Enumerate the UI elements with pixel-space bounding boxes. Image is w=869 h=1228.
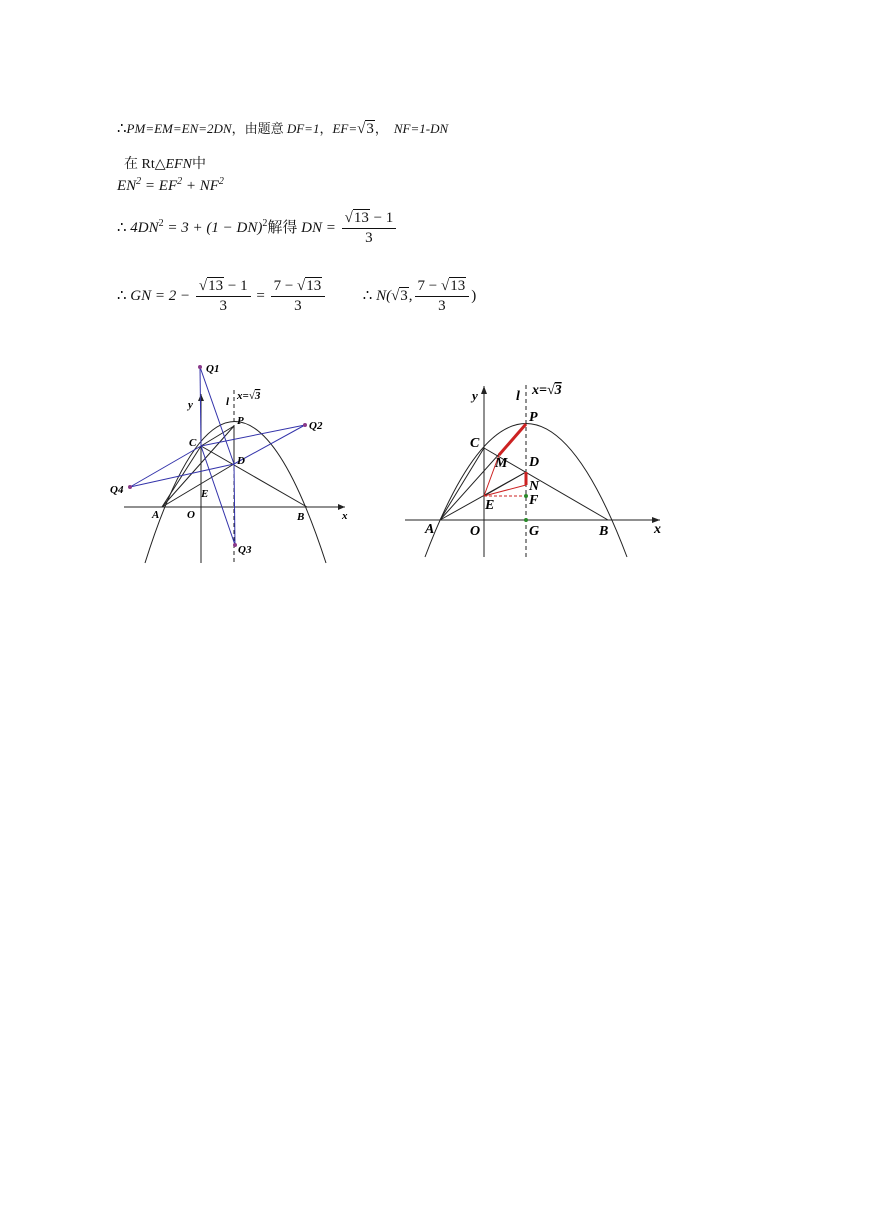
label-eq: x=√3 <box>237 390 261 402</box>
label-o: O <box>470 524 481 539</box>
therefore-symbol: ∴ <box>117 121 127 137</box>
solution-line-2 <box>124 153 206 173</box>
given-text: ，由题意 <box>231 121 287 136</box>
label-x: x <box>342 510 348 522</box>
label-n: N <box>529 479 540 494</box>
in-triangle-text: 在 Rt△ <box>124 157 166 172</box>
gn-fraction-1: $\frac{√13 - 1}{3}$ <box>196 278 251 315</box>
figure-2-diagram <box>400 375 670 565</box>
label-d: D <box>529 455 540 470</box>
y-axis-arrow <box>198 394 204 401</box>
label-y: y <box>188 399 193 411</box>
label-y: y <box>472 388 478 403</box>
label-a: A <box>152 509 160 521</box>
point-q3 <box>233 543 237 547</box>
label-d: D <box>237 455 245 467</box>
segment-c-q4 <box>130 446 201 487</box>
triangle-efn: EFN <box>165 157 192 172</box>
label-g: G <box>529 524 540 539</box>
separator: ， <box>319 121 333 136</box>
label-e: E <box>485 498 495 513</box>
separator: ， <box>374 121 388 136</box>
zhong-text: 中 <box>191 157 206 172</box>
label-a: A <box>425 522 435 537</box>
label-q1: Q1 <box>206 363 220 375</box>
label-o: O <box>187 509 195 521</box>
label-q3: Q3 <box>238 544 252 556</box>
label-p: P <box>529 410 538 425</box>
segment-a-d <box>162 464 234 507</box>
segment-q1-d <box>200 367 234 464</box>
point-q1 <box>198 365 202 369</box>
segment-c-q1 <box>200 367 201 446</box>
gn-and-n-result: ∴ GN = 2 − $\frac{√13 - 1}{3}$ = $\frac{7 - √13}{3}$ ∴ N(√3, $\frac{7 - √13}{3}$ ) <box>117 278 477 314</box>
solution-line-1 <box>117 118 448 138</box>
pythagoras-equation: $EN^2 = EF^2 + NF^2$ <box>117 176 224 194</box>
point-f <box>524 494 528 498</box>
label-l: l <box>226 396 230 408</box>
solve-dn-equation: ∴ $4DN^2 = 3 + (1 - DN)^2$解得 DN = $\frac{√13 - 1}{3}$ <box>117 210 398 247</box>
label-f: F <box>529 493 539 508</box>
y-axis-arrow <box>481 386 487 394</box>
nf-value: NF=1-DN <box>393 121 449 136</box>
n-fraction: $\frac{7 - √13}{3}$ <box>415 278 470 315</box>
figure-1-diagram <box>105 358 360 568</box>
ef-label: EF= <box>332 121 358 136</box>
sqrt-3: √3 <box>357 121 374 137</box>
label-c: C <box>189 437 197 449</box>
parabola <box>145 422 326 564</box>
dn-fraction: $\frac{√13 - 1}{3}$ <box>342 210 397 247</box>
segment-e-n <box>484 485 526 496</box>
label-x: x <box>654 522 661 537</box>
label-b: B <box>599 524 609 539</box>
label-eq: x=√3 <box>532 383 562 398</box>
label-e: E <box>201 488 209 500</box>
segment-e-d <box>484 472 526 496</box>
segment-c-q2 <box>201 425 305 446</box>
segment-q4-d <box>130 464 234 487</box>
df-value: DF=1 <box>286 121 320 136</box>
segment-p-m <box>499 424 526 455</box>
label-q2: Q2 <box>309 420 323 432</box>
label-m: M <box>495 456 508 471</box>
gn-fraction-2: $\frac{7 - √13}{3}$ <box>271 278 326 315</box>
segment-a-c <box>440 448 484 520</box>
point-q2 <box>303 423 307 427</box>
label-p: P <box>237 415 244 427</box>
label-l: l <box>516 389 520 404</box>
equal-segments: PM=EM=EN=2DN <box>126 121 232 136</box>
label-q4: Q4 <box>110 484 124 496</box>
label-b: B <box>297 511 305 523</box>
segment-a-c <box>162 446 201 507</box>
point-g <box>524 518 528 522</box>
point-q4 <box>128 485 132 489</box>
label-c: C <box>470 436 480 451</box>
